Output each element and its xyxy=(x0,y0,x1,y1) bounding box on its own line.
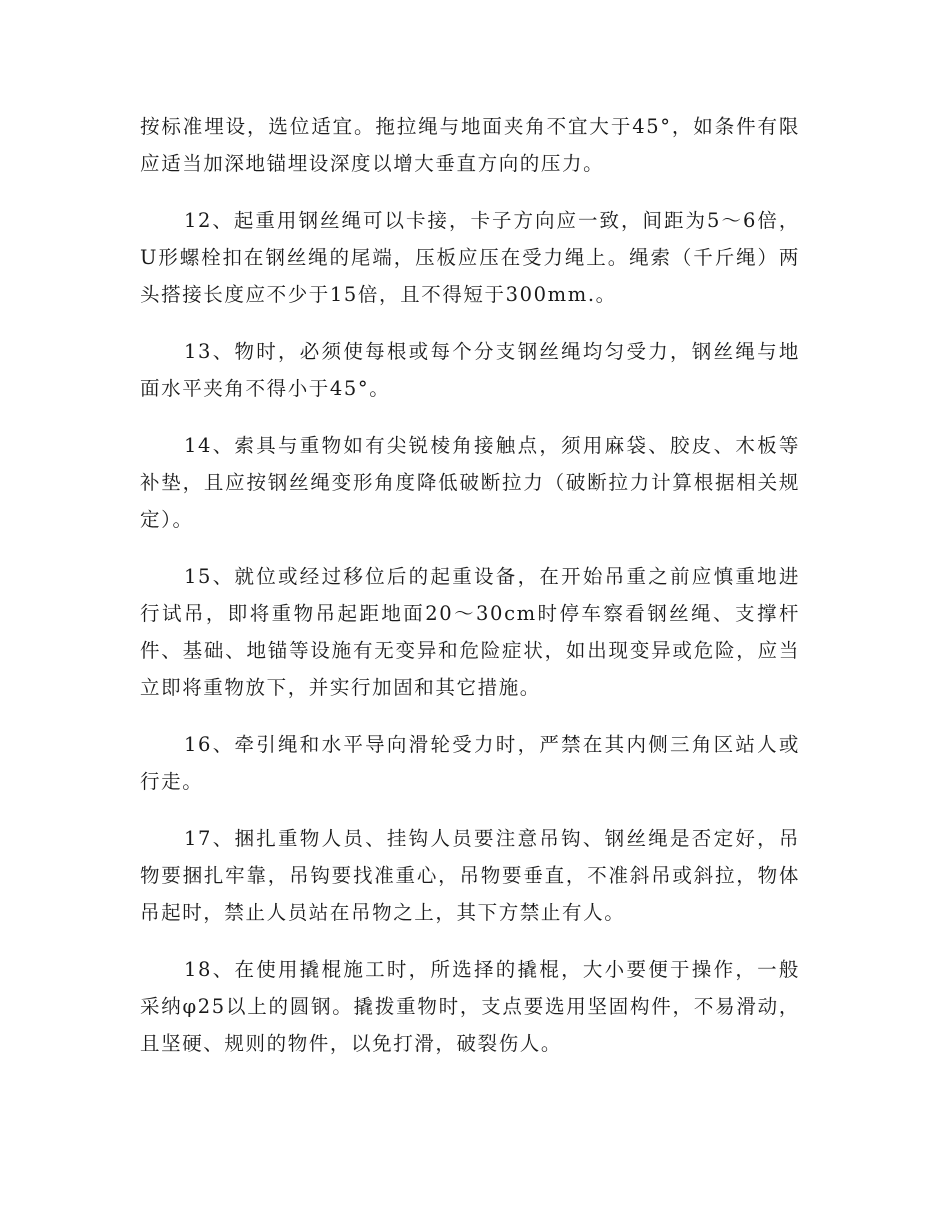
document-body xyxy=(140,108,800,1082)
paragraph-item-18: 18、在使用撬棍施工时，所选择的撬棍，大小要便于操作，一般采纳φ25以上的圆钢。撬拨重物时，支点要选用坚固构件，不易滑动，且坚硬、规则的物件，以免打滑，破裂伤人。 xyxy=(140,958,800,1055)
paragraph-item-16: 16、牵引绳和水平导向滑轮受力时，严禁在其内侧三角区站人或行走。 xyxy=(140,733,800,793)
paragraph-continuation: 按标准埋设，选位适宜。拖拉绳与地面夹角不宜大于45°，如条件有限应适当加深地锚埋设深度以增大垂直方向的压力。 xyxy=(140,115,800,175)
paragraph-item-15: 15、就位或经过移位后的起重设备，在开始吊重之前应慎重地进行试吊，即将重物吊起距地面20～30cm时停车察看钢丝绳、支撑杆件、基础、地锚等设施有无变异和危险症状，如出现变异或危险，应当立即将重物放下，并实行加固和其它措施。 xyxy=(140,565,800,699)
paragraph-item-13: 13、物时，必须使每根或每个分支钢丝绳均匀受力，钢丝绳与地面水平夹角不得小于45°。 xyxy=(140,340,800,400)
paragraph-item-17: 17、捆扎重物人员、挂钩人员要注意吊钩、钢丝绳是否定好，吊物要捆扎牢靠，吊钩要找准重心，吊物要垂直，不准斜吊或斜拉，物体吊起时，禁止人员站在吊物之上，其下方禁止有人。 xyxy=(140,827,800,924)
paragraph-item-14: 14、索具与重物如有尖锐棱角接触点，须用麻袋、胶皮、木板等补垫，且应按钢丝绳变形角度降低破断拉力（破断拉力计算根据相关规定）。 xyxy=(140,434,800,531)
paragraph-item-12: 12、起重用钢丝绳可以卡接，卡子方向应一致，间距为5～6倍，U形螺栓扣在钢丝绳的尾端，压板应压在受力绳上。绳索（千斤绳）两头搭接长度应不少于15倍，且不得短于300mm.。 xyxy=(140,209,800,306)
